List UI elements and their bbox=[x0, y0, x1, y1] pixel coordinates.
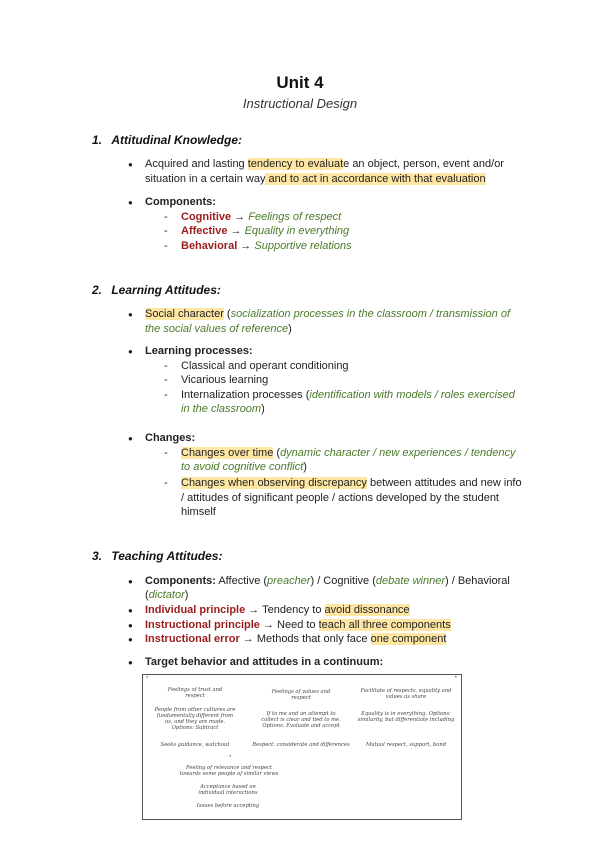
s3-components-line2 bbox=[145, 588, 188, 603]
section-1-heading bbox=[92, 133, 242, 147]
change-discrepancy-highlight: Changes when observing discrepancy bbox=[181, 477, 367, 489]
diagram-cell bbox=[149, 687, 241, 699]
diagram-cell bbox=[355, 711, 457, 723]
change-discrepancy-text-1: between attitudes and new info bbox=[366, 477, 522, 489]
diagram-cell bbox=[147, 707, 243, 731]
arrow: → bbox=[227, 225, 245, 237]
diagram-cell bbox=[253, 711, 349, 729]
principle-text: → Need to bbox=[259, 619, 319, 631]
paren-open: ( bbox=[273, 447, 281, 459]
paren-close: ) bbox=[303, 461, 307, 473]
diagram-text: us, and they are made. bbox=[164, 719, 226, 725]
paren-close: ) bbox=[184, 589, 189, 601]
s2-changes-label: ● Changes: bbox=[145, 431, 195, 446]
internal-italic-1: identification with models / roles exercised bbox=[309, 389, 515, 401]
arrow: → bbox=[231, 211, 249, 223]
s2-process-classical: - Classical and operant conditioning bbox=[181, 359, 349, 374]
diagram-text: collect is clear and tied to me. bbox=[261, 717, 341, 723]
component-label: Cognitive bbox=[181, 211, 232, 223]
s2-process-internalization bbox=[181, 388, 528, 403]
s3-comp-text-2: ) / Cognitive ( bbox=[310, 575, 376, 587]
s1-def-text-1: Acquired and lasting bbox=[145, 158, 248, 170]
principle-text: → Methods that only face bbox=[239, 633, 371, 645]
section-3-number: 3. bbox=[92, 549, 103, 563]
section-2-number: 2. bbox=[92, 283, 103, 297]
s1-component-behavioral bbox=[181, 239, 352, 254]
s3-components bbox=[145, 574, 528, 589]
s1-def-text-2: e an object, person, event and/or bbox=[343, 158, 504, 170]
change-time-italic-2: to avoid cognitive conflict bbox=[181, 461, 304, 473]
component-label: Affective bbox=[181, 225, 228, 237]
s3-target-label: ● Target behavior and attitudes in a continuum: bbox=[145, 655, 383, 670]
internal-text: Internalization processes ( bbox=[181, 389, 310, 401]
s2-change-discrepancy bbox=[181, 476, 528, 491]
component-desc: Supportive relations bbox=[254, 240, 352, 252]
s3-comp-italic-1: preacher bbox=[267, 575, 311, 587]
s2-change-time bbox=[181, 446, 528, 461]
diagram-text: individual interactions bbox=[198, 790, 258, 796]
diagram-text: Feelings of values and bbox=[271, 689, 331, 695]
diagram-text: respect bbox=[291, 695, 311, 701]
s2-social-italic-1: socialization processes in the classroom / transmission of bbox=[230, 308, 511, 320]
s1-component-cognitive bbox=[181, 210, 341, 225]
diagram-cell: Respect: considerate and differences bbox=[252, 742, 350, 748]
s3-components-label: Components: bbox=[145, 575, 216, 587]
s2-social-character bbox=[145, 307, 528, 322]
paren-close: ) bbox=[288, 323, 292, 335]
diagram-cell bbox=[179, 765, 279, 777]
section-2-title: Learning Attitudes: bbox=[111, 283, 221, 297]
diagram-cell bbox=[357, 688, 455, 700]
diagram-text: People from other cultures are bbox=[154, 707, 236, 713]
diagram-text: Equality is in everything. Options: bbox=[361, 711, 451, 717]
diagram-cell: Issues before accepting bbox=[196, 803, 260, 809]
s3-comp-text-3: ) / Behavioral bbox=[445, 575, 510, 587]
s2-change-time-line2 bbox=[181, 460, 307, 475]
diagram-cell bbox=[193, 784, 263, 796]
diagram-cell: Mutual respect, support, bond bbox=[365, 742, 447, 748]
continuum-diagram bbox=[142, 674, 462, 820]
s3-comp-italic-3: dictator bbox=[148, 589, 185, 601]
diagram-marker-mid: * bbox=[229, 755, 232, 761]
page-title: Unit 4 bbox=[276, 73, 324, 92]
arrow: → bbox=[237, 240, 255, 252]
diagram-text: similarity, but differentiate including bbox=[357, 717, 455, 723]
diagram-marker-right: * bbox=[454, 676, 457, 682]
principle-label: Individual principle bbox=[145, 604, 246, 616]
diagram-text: fundamentally different from bbox=[156, 713, 234, 719]
diagram-cell bbox=[253, 689, 349, 701]
s3-comp-italic-2: debate winner bbox=[375, 575, 445, 587]
s3-instructional-principle bbox=[145, 618, 451, 633]
diagram-text: Feeling of relevance and respect bbox=[185, 765, 273, 771]
s1-components-label: ● Components: bbox=[145, 195, 216, 210]
principle-highlight: teach all three components bbox=[318, 619, 451, 631]
s1-def-text-3: situation in a certain way bbox=[145, 173, 266, 185]
s2-social-line2 bbox=[145, 322, 292, 337]
section-3-title: Teaching Attitudes: bbox=[111, 549, 223, 563]
diagram-text: Options: Evaluate and accept bbox=[262, 723, 340, 729]
principle-text: → Tendency to bbox=[245, 604, 325, 616]
s3-individual-principle bbox=[145, 603, 410, 618]
component-desc: Equality in everything bbox=[244, 225, 350, 237]
s2-process-vicarious: - Vicarious learning bbox=[181, 373, 268, 388]
section-2-heading bbox=[92, 283, 221, 297]
s1-definition bbox=[145, 157, 528, 172]
s2-social-highlight: Social character bbox=[145, 308, 224, 320]
principle-label: Instructional error bbox=[145, 633, 240, 645]
diagram-text: Acceptance based on bbox=[200, 784, 256, 790]
section-1-title: Attitudinal Knowledge: bbox=[111, 133, 242, 147]
s1-definition-line2 bbox=[145, 172, 528, 187]
s3-comp-text-1: Affective ( bbox=[215, 575, 268, 587]
s2-processes-label: ● Learning processes: bbox=[145, 344, 253, 359]
principle-highlight: avoid dissonance bbox=[324, 604, 410, 616]
s2-change-discrepancy-line3: himself bbox=[181, 506, 216, 518]
diagram-text: values as share bbox=[385, 694, 427, 700]
s1-def-highlight-2: and to act in accordance with that evaluation bbox=[265, 173, 486, 185]
s3-instructional-error bbox=[145, 632, 446, 647]
diagram-text: Facilitate of respects, equality and bbox=[360, 688, 452, 694]
paren-close: ) bbox=[261, 403, 265, 415]
paren-open: ( bbox=[223, 308, 231, 320]
s2-process-internalization-line2 bbox=[181, 402, 265, 417]
change-time-italic-1: dynamic character / new experiences / tendency bbox=[280, 447, 516, 459]
principle-label: Instructional principle bbox=[145, 619, 260, 631]
diagram-text: towards some people of similar views bbox=[179, 771, 279, 777]
s1-def-highlight-1: tendency to evaluat bbox=[247, 158, 344, 170]
diagram-text: Feelings of trust and bbox=[167, 687, 223, 693]
component-label: Behavioral bbox=[181, 240, 238, 252]
s1-component-affective bbox=[181, 224, 349, 239]
diagram-cell: Seeks guidance, watchout bbox=[160, 742, 230, 748]
component-desc: Feelings of respect bbox=[248, 211, 342, 223]
section-1-number: 1. bbox=[92, 133, 103, 147]
internal-italic-2: in the classroom bbox=[181, 403, 262, 415]
section-3-heading bbox=[92, 549, 222, 563]
s2-social-italic-2: the social values of reference bbox=[145, 323, 289, 335]
diagram-text: If to me and an attempt to bbox=[266, 711, 336, 717]
s2-change-discrepancy-line2: / attitudes of significant people / actions developed by the student bbox=[181, 492, 499, 504]
principle-highlight: one component bbox=[370, 633, 447, 645]
change-time-highlight: Changes over time bbox=[181, 447, 274, 459]
diagram-text: respect bbox=[185, 693, 205, 699]
diagram-text: Options: Subtract bbox=[171, 725, 219, 731]
page-subtitle: Instructional Design bbox=[242, 96, 358, 111]
paren-open: ( bbox=[145, 589, 149, 601]
diagram-marker-left: * bbox=[146, 676, 149, 682]
